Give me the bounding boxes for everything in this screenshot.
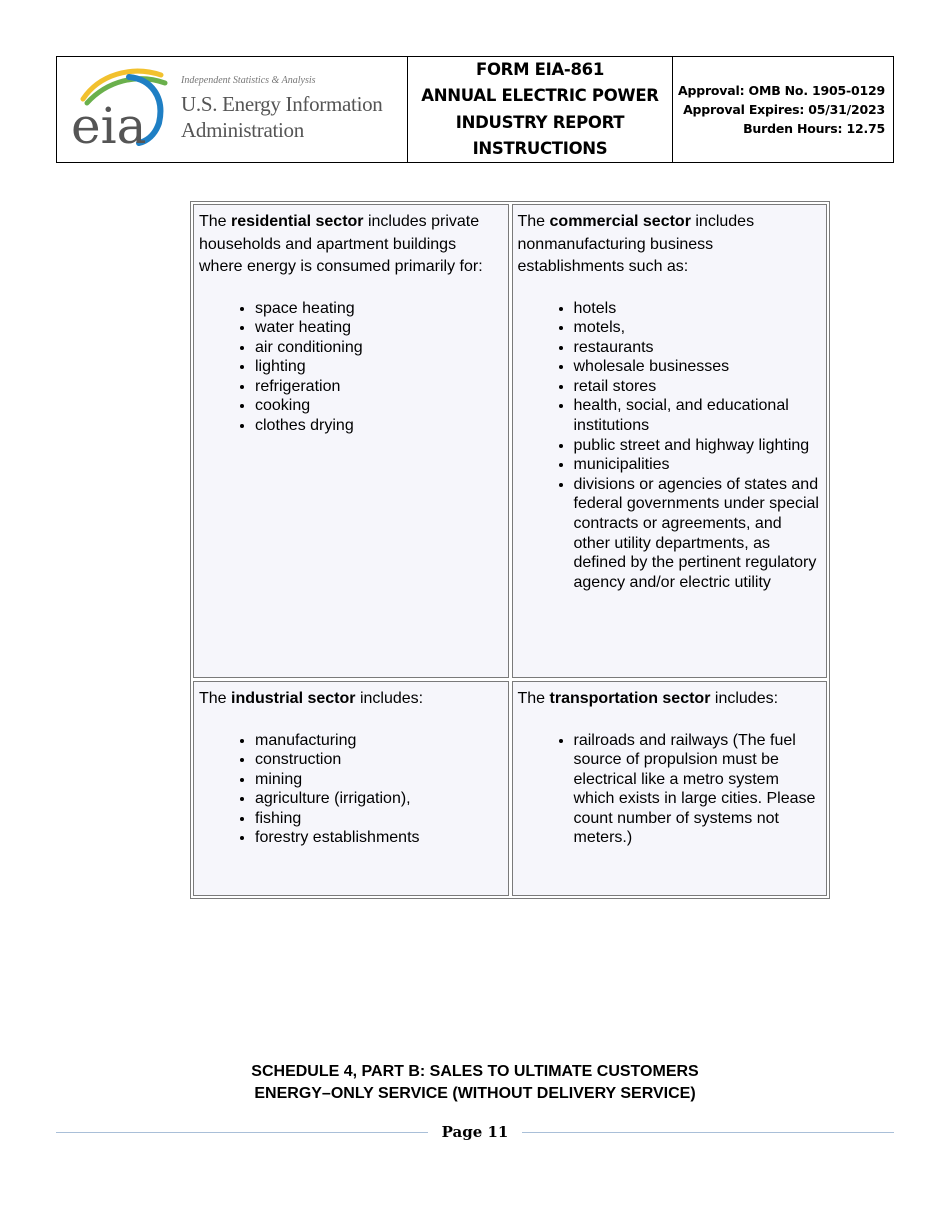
sector-description: includes: [355, 690, 424, 707]
schedule-heading-line2: ENERGY–ONLY SERVICE (WITHOUT DELIVERY SERVICE) [254, 1085, 696, 1102]
footer-rule [522, 1132, 894, 1133]
list-item: • clothes drying [255, 416, 504, 436]
list-item: • motels, [574, 318, 823, 338]
list-item: • refrigeration [255, 377, 504, 397]
agency-name-line1: U.S. Energy Information [181, 92, 383, 116]
form-title-line: FORM EIA-861 [475, 59, 605, 79]
list-item: • health, social, and educational institutions [574, 396, 823, 435]
sector-prefix: The [199, 690, 232, 707]
form-title-line: INSTRUCTIONS [472, 139, 608, 158]
burden-hours: Burden Hours: 12.75 [743, 121, 885, 136]
residential-sector-cell [193, 204, 509, 678]
sector-prefix: The [517, 690, 550, 707]
list-item: • public street and highway lighting [574, 436, 823, 456]
list-item: • construction [255, 750, 504, 770]
sector-list [518, 299, 823, 593]
sector-prefix: The [517, 213, 550, 230]
approval-expires: Approval Expires: 05/31/2023 [683, 102, 885, 117]
industrial-sector-cell [193, 681, 509, 896]
commercial-sector-cell [512, 204, 828, 678]
footer-rule [56, 1132, 428, 1133]
sector-description: includes: [710, 690, 779, 707]
list-item: • lighting [255, 357, 504, 377]
form-header [56, 56, 894, 163]
tagline: Independent Statistics & Analysis [181, 75, 316, 86]
list-item: • manufacturing [255, 731, 504, 751]
list-item: • railroads and railways (The fuel source of propulsion must be electrical like a metro system which exists in large cities. Please count number of systems not meters.) [574, 731, 823, 849]
list-item: • air conditioning [255, 338, 504, 358]
sector-description: includes nonmanufacturing business establishments such as: [517, 213, 755, 275]
list-item: • wholesale businesses [574, 357, 823, 377]
list-item: • forestry establishments [255, 828, 504, 848]
list-item: • retail stores [574, 377, 823, 397]
sector-name: industrial sector [231, 690, 356, 707]
list-item: • municipalities [574, 455, 823, 475]
sector-prefix: The [199, 213, 232, 230]
eia-logo-icon [69, 63, 179, 155]
approval-info [673, 57, 893, 162]
form-title [408, 57, 673, 162]
schedule-heading [0, 1061, 950, 1105]
schedule-heading-line1: SCHEDULE 4, PART B: SALES TO ULTIMATE CUSTOMERS [251, 1063, 699, 1080]
sector-list [199, 299, 504, 436]
agency-name-line2: Administration [181, 118, 304, 142]
list-item: • cooking [255, 396, 504, 416]
sector-list [199, 731, 504, 849]
list-item: • divisions or agencies of states and federal governments under special contracts or agreements, and other utility departments, as defined by the pertinent regulatory agency and/or electric utility [574, 475, 823, 593]
list-item: • hotels [574, 299, 823, 319]
eia-logo-block [57, 57, 408, 162]
logo-text: eia [71, 97, 147, 155]
form-title-line: INDUSTRY REPORT [455, 112, 625, 132]
list-item: • restaurants [574, 338, 823, 358]
sector-list [518, 731, 823, 849]
list-item: • fishing [255, 809, 504, 829]
page-footer [56, 1121, 894, 1143]
list-item: • water heating [255, 318, 504, 338]
approval-omb: Approval: OMB No. 1905-0129 [677, 83, 885, 98]
page-number: Page 11 [441, 1123, 509, 1141]
sector-table [190, 201, 830, 899]
list-item: • agriculture (irrigation), [255, 789, 504, 809]
transportation-sector-cell [512, 681, 828, 896]
list-item: • mining [255, 770, 504, 790]
sector-name: transportation sector [549, 690, 711, 707]
form-title-line: ANNUAL ELECTRIC POWER [421, 86, 659, 105]
list-item: • space heating [255, 299, 504, 319]
sector-name: residential sector [231, 213, 364, 230]
sector-description: includes private households and apartment buildings where energy is consumed primarily for: [199, 213, 483, 275]
sector-name: commercial sector [549, 213, 691, 230]
